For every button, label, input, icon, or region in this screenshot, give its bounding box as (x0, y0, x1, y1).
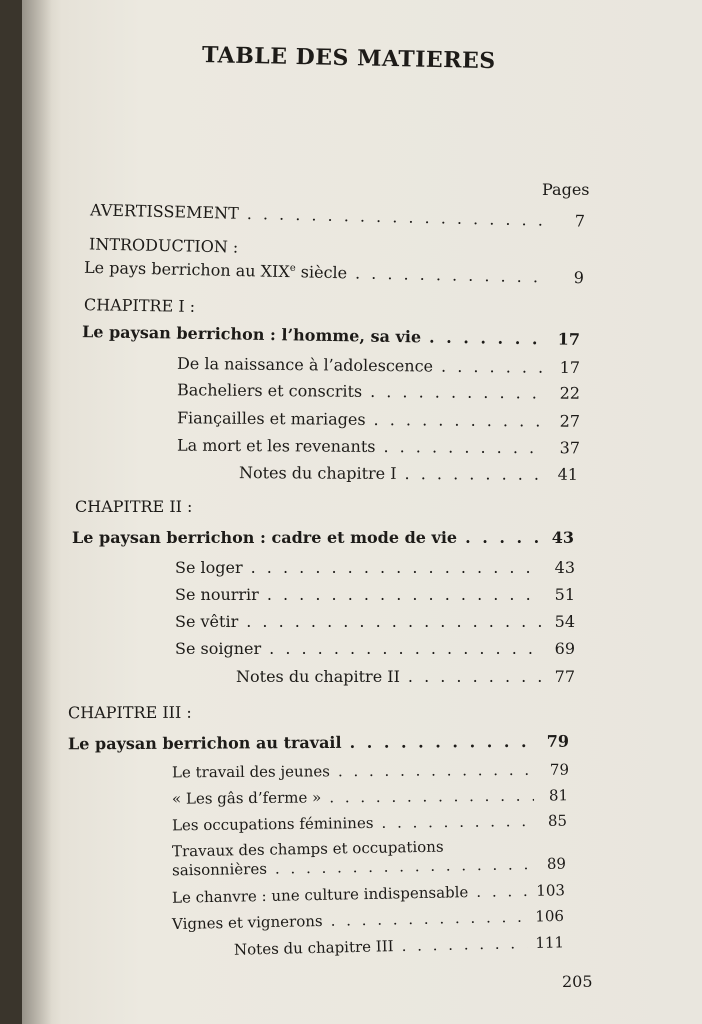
toc-entry: AVERTISSEMENT . . . 7 (90, 200, 585, 230)
page-number: 205 (562, 972, 593, 991)
chapter-heading: CHAPITRE II : (75, 497, 193, 516)
toc-entry: Notes du chapitre III . . . 111 (234, 933, 564, 958)
toc-entry: Le pays berrichon au XIXe siècle . . . 9 (84, 258, 584, 287)
book-page (22, 0, 702, 1024)
toc-entry: Se loger . . . 43 (175, 558, 575, 577)
toc-entry: Bacheliers et conscrits . . . 22 (177, 380, 580, 403)
toc-entry: Les occupations féminines . . . 85 (172, 812, 567, 835)
toc-entry: La mort et les revenants . . . 37 (177, 436, 580, 458)
toc-entry: Le travail des jeunes . . . 79 (172, 761, 569, 782)
toc-entry: Notes du chapitre II . . . 77 (236, 667, 575, 686)
toc-entry-line: Travaux des champs et occupations (171, 837, 444, 861)
toc-entry: Vignes et vignerons . . . 106 (172, 907, 564, 933)
toc-entry: Le paysan berrichon : l’homme, sa vie . . . 17 (82, 322, 580, 349)
toc-entry: Se soigner . . . 69 (175, 639, 575, 658)
toc-entry: De la naissance à l’adolescence . . . 17 (177, 354, 580, 377)
toc-entry: Le paysan berrichon au travail . . . 79 (68, 732, 569, 754)
toc-entry: Se vêtir . . . 54 (175, 612, 575, 631)
toc-entry: Le paysan berrichon : cadre et mode de vie . . . 43 (72, 528, 574, 547)
toc-entry: saisonnières . . . 89 (172, 855, 566, 880)
section-heading: INTRODUCTION : (88, 234, 239, 257)
toc-entry: « Les gâs d’ferme » . . . 81 (172, 786, 568, 807)
toc-entry: Se nourrir . . . 51 (175, 585, 575, 604)
chapter-heading: CHAPITRE III : (67, 702, 192, 723)
toc-entry: Le chanvre : une culture indispensable . . . 103 (172, 881, 565, 907)
chapter-heading: CHAPITRE I : (83, 295, 196, 316)
pages-column-label: Pages (542, 180, 590, 199)
page-title: TABLE DES MATIERES (201, 42, 496, 75)
toc-entry: Fiançailles et mariages . . . 27 (177, 408, 580, 431)
toc-entry: Notes du chapitre I . . . 41 (239, 463, 578, 484)
